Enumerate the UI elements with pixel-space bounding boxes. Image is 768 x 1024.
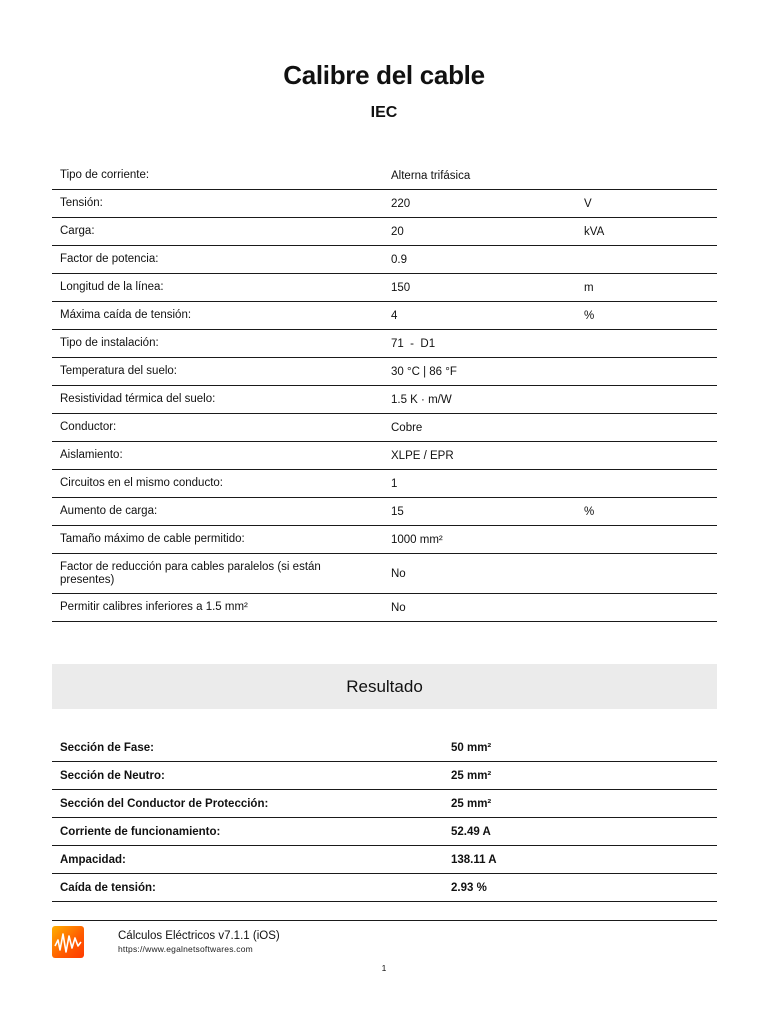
result-label: Corriente de funcionamiento: xyxy=(60,825,221,838)
param-value: 220 xyxy=(391,197,411,210)
param-label: Longitud de la línea: xyxy=(60,281,164,293)
param-unit: kVA xyxy=(584,225,605,238)
result-value: 138.11 A xyxy=(451,853,497,866)
param-value: Alterna trifásica xyxy=(391,169,471,182)
table-row xyxy=(52,414,717,442)
table-row xyxy=(52,790,717,818)
result-label: Ampacidad: xyxy=(60,853,126,866)
table-row xyxy=(52,554,717,594)
param-value: No xyxy=(391,601,406,614)
param-value: 71 - D1 xyxy=(391,337,436,350)
param-label: Tipo de corriente: xyxy=(60,169,150,181)
footer-divider xyxy=(52,920,717,921)
table-row xyxy=(52,846,717,874)
results-table xyxy=(52,734,717,902)
result-label: Sección de Neutro: xyxy=(60,769,165,782)
table-row xyxy=(52,734,717,762)
param-label: Tipo de instalación: xyxy=(60,337,159,349)
param-value: 15 xyxy=(391,505,404,518)
table-row xyxy=(52,190,717,218)
param-value: 30 °C | 86 °F xyxy=(391,365,457,378)
param-label: Carga: xyxy=(60,225,95,237)
param-label: Temperatura del suelo: xyxy=(60,365,177,377)
param-value: Cobre xyxy=(391,421,423,434)
result-value: 50 mm² xyxy=(451,741,492,754)
param-value: 1.5 K · m/W xyxy=(391,393,452,406)
param-label: Circuitos en el mismo conducto: xyxy=(60,477,223,489)
param-label: Aislamiento: xyxy=(60,449,123,461)
app-name: Cálculos Eléctricos v7.1.1 (iOS) xyxy=(118,930,280,942)
result-label: Caída de tensión: xyxy=(60,881,156,894)
table-row xyxy=(52,762,717,790)
table-row xyxy=(52,874,717,902)
param-label: Tensión: xyxy=(60,197,103,209)
table-row xyxy=(52,818,717,846)
param-value: 4 xyxy=(391,309,398,322)
param-unit: m xyxy=(584,281,594,294)
param-label: Tamaño máximo de cable permitido: xyxy=(60,533,245,545)
table-row xyxy=(52,526,717,554)
result-value: 25 mm² xyxy=(451,769,492,782)
table-row xyxy=(52,358,717,386)
table-row xyxy=(52,330,717,358)
table-row xyxy=(52,442,717,470)
table-row xyxy=(52,498,717,526)
param-value: 20 xyxy=(391,225,404,238)
table-row xyxy=(52,162,717,190)
param-value: 1 xyxy=(391,477,398,490)
param-value: No xyxy=(391,567,406,580)
param-label: Aumento de carga: xyxy=(60,505,158,517)
table-row xyxy=(52,470,717,498)
table-row xyxy=(52,246,717,274)
app-url[interactable]: https://www.egalnetsoftwares.com xyxy=(118,944,253,954)
param-value: 0.9 xyxy=(391,253,407,266)
parameters-table xyxy=(52,162,717,622)
result-value: 25 mm² xyxy=(451,797,492,810)
param-label: Permitir calibres inferiores a 1.5 mm² xyxy=(60,601,248,613)
table-row xyxy=(52,302,717,330)
param-value: 1000 mm² xyxy=(391,533,443,546)
waveform-icon xyxy=(52,926,84,958)
result-value: 2.93 % xyxy=(451,881,487,894)
table-row xyxy=(52,386,717,414)
param-label: Conductor: xyxy=(60,421,117,433)
param-value: 150 xyxy=(391,281,411,294)
param-unit: % xyxy=(584,309,595,322)
page-title: Calibre del cable xyxy=(283,60,485,90)
table-row xyxy=(52,274,717,302)
table-row xyxy=(52,594,717,622)
param-label: Factor de reducción para cables paralelos (si están presentes) xyxy=(60,560,321,586)
page-number: 1 xyxy=(381,963,387,973)
param-label: Factor de potencia: xyxy=(60,253,159,265)
standard-label: IEC xyxy=(370,104,398,121)
result-value: 52.49 A xyxy=(451,825,491,838)
param-label: Máxima caída de tensión: xyxy=(60,309,192,321)
table-row xyxy=(52,218,717,246)
param-value: XLPE / EPR xyxy=(391,449,454,462)
param-unit: % xyxy=(584,505,595,518)
param-label: Resistividad térmica del suelo: xyxy=(60,393,216,405)
param-unit: V xyxy=(584,197,592,210)
result-label: Sección del Conductor de Protección: xyxy=(60,797,269,810)
result-label: Sección de Fase: xyxy=(60,741,154,754)
result-heading: Resultado xyxy=(52,664,717,709)
